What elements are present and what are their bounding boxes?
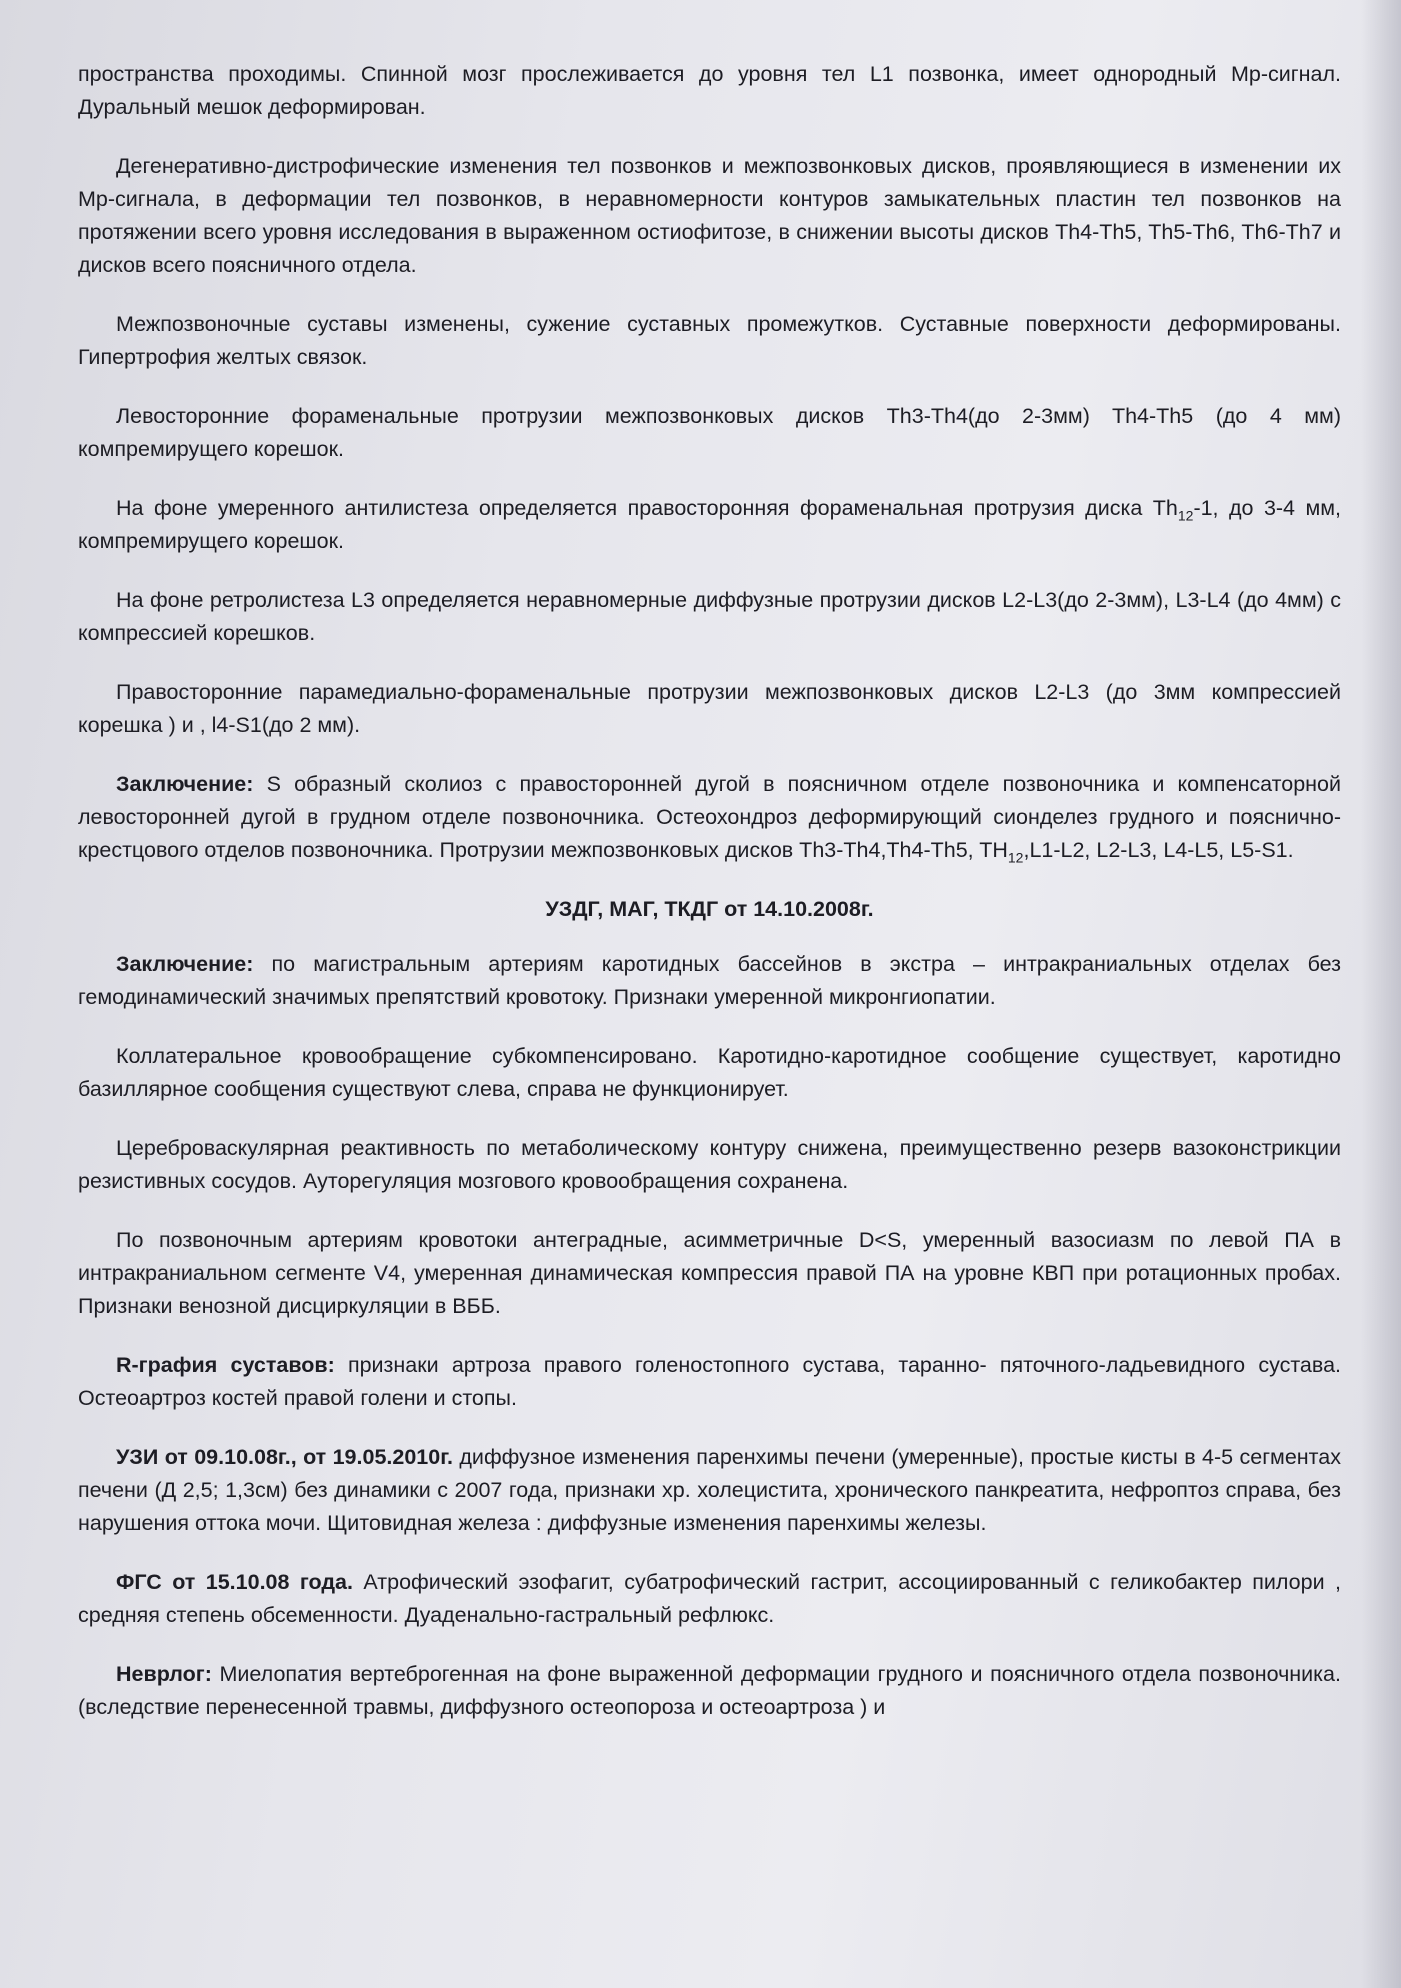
- text-segment: Атрофический эзофагит, субатрофический гастрит, ассоциированный с геликобактер пилори , средняя степень обсеменности. Дуаденально-гастральный рефлюкс.: [78, 1570, 1342, 1627]
- text-segment: S образный сколиоз с правосторонней дугой в поясничном отделе позвоночника и компенсаторной левосторонней дугой в грудном отделе позвоночника. Остеохондроз деформирующий сионделез грудного и пояснично-крестцового отделов позвоночника. Протрузии межпозвонковых дисков Th3-Th4,Th4-Th5, TH: [78, 772, 1341, 862]
- paragraph-right-protrusions: Правосторонние парамедиально-фораменальные протрузии межпозвонковых дисков L2-L3 (до 3мм компрессией корешка ) и , l4-S1(до 2 мм).: [78, 680, 1341, 737]
- fgs-label: ФГС от 15.10.08 года.: [116, 1570, 353, 1594]
- text-segment: по магистральным артериям каротидных бассейнов в экстра – интракраниальных отделах без гемодинамический значимых препятствий кровотоку. Признаки умеренной микронгиопатии.: [78, 952, 1341, 1009]
- paragraph-retrolisthesis: На фоне ретролистеза L3 определяется неравномерные диффузные протрузии дисков L2-L3(до 2-3мм), L3-L4 (до 4мм) с компрессией корешков.: [78, 588, 1341, 645]
- paragraph-cerebrovascular-reactivity: Цереброваскулярная реактивность по метаболическому контуру снижена, преимущественно резерв вазоконстрикции резистивных сосудов. Ауторегуляция мозгового кровообращения сохранена.: [78, 1136, 1341, 1193]
- paragraph-vertebral-arteries: По позвоночным артериям кровотоки антеградные, асимметричные D<S, умеренный вазосиазм по левой ПА в интракраниальном сегменте V4, умеренная динамическая компрессия правой ПА на уровне КВП при ротационных пробах. Признаки венозной дисциркуляции в ВББ.: [78, 1228, 1341, 1318]
- neurologist-label: Неврлог:: [116, 1662, 212, 1686]
- section-heading: УЗДГ, МАГ, ТКДГ от 14.10.2008г.: [545, 897, 874, 921]
- paragraph-fgs: [78, 1566, 1341, 1632]
- conclusion-label: Заключение:: [116, 952, 254, 976]
- xray-label: R-графия суставов:: [116, 1353, 335, 1377]
- subscript: 12: [1007, 849, 1024, 866]
- conclusion-label: Заключение:: [116, 772, 254, 796]
- paragraph-degenerative-changes: Дегенеративно-дистрофические изменения тел позвонков и межпозвонковых дисков, проявляющиеся в изменении их Мр-сигнала, в деформации тел позвонков, в неравномерности контуров замыкательных пластин тел позвонков на протяжении всего уровня исследования в выраженном остиофитозе, в снижении высоты дисков Th4-Th5, Th5-Th6, Th6-Th7 и дисков всего поясничного отдела.: [78, 154, 1341, 277]
- text-segment: ,L1-L2, L2-L3, L4-L5, L5-S1.: [1023, 838, 1294, 862]
- paragraph-left-protrusions: Левосторонние фораменальные протрузии межпозвонковых дисков Th3-Th4(до 2-3мм) Th4-Th5 (до 4 мм) компремирущего корешок.: [78, 404, 1341, 461]
- paragraph-ultrasound: [78, 1441, 1341, 1540]
- text-segment: -1, до 3-4 мм, компремирущего корешок.: [78, 496, 1342, 553]
- text-segment: На фоне умеренного антилистеза определяется правосторонняя фораменальная протрузия диска Th: [116, 496, 1178, 520]
- paragraph-joint-xray: [78, 1349, 1341, 1415]
- text-segment: диффузное изменения паренхимы печени (умеренные), простые кисты в 4-5 сегментах печени (Д 2,5; 1,3см) без динамики с 2007 года, признаки хр. холецистита, хронического панкреатита, нефроптоз справа, без нарушения оттока мочи. Щитовидная железа : диффузные изменения паренхимы железы.: [78, 1445, 1341, 1535]
- ultrasound-label: УЗИ от 09.10.08г., от 19.05.2010г.: [116, 1445, 453, 1469]
- paragraph-neurologist: [78, 1658, 1341, 1724]
- subscript: 12: [1177, 507, 1194, 524]
- paragraph-spinal-canal: пространства проходимы. Спинной мозг прослеживается до уровня тел L1 позвонка, имеет однородный Мр-сигнал. Дуральный мешок деформирован.: [78, 62, 1341, 119]
- text-segment: Миелопатия вертеброгенная на фоне выраженной деформации грудного и поясничного отдела позвоночника. (вследствие перенесенной травмы, диффузного остеопороза и остеоартроза ) и: [78, 1662, 1341, 1719]
- paragraph-doppler-conclusion: [78, 948, 1341, 1014]
- text-segment: признаки артроза правого голеностопного сустава, таранно- пяточного-ладьевидного сустава. Остеоартроз костей правой голени и стопы.: [78, 1353, 1342, 1410]
- paragraph-mri-conclusion: [78, 768, 1341, 867]
- paragraph-antilisthesis: [78, 492, 1341, 558]
- paragraph-facet-joints: Межпозвоночные суставы изменены, сужение суставных промежутков. Суставные поверхности деформированы. Гипертрофия желтых связок.: [78, 312, 1341, 369]
- paragraph-collateral-circulation: Коллатеральное кровообращение субкомпенсировано. Каротидно-каротидное сообщение существует, каротидно базиллярное сообщения существуют слева, справа не функционирует.: [78, 1044, 1341, 1101]
